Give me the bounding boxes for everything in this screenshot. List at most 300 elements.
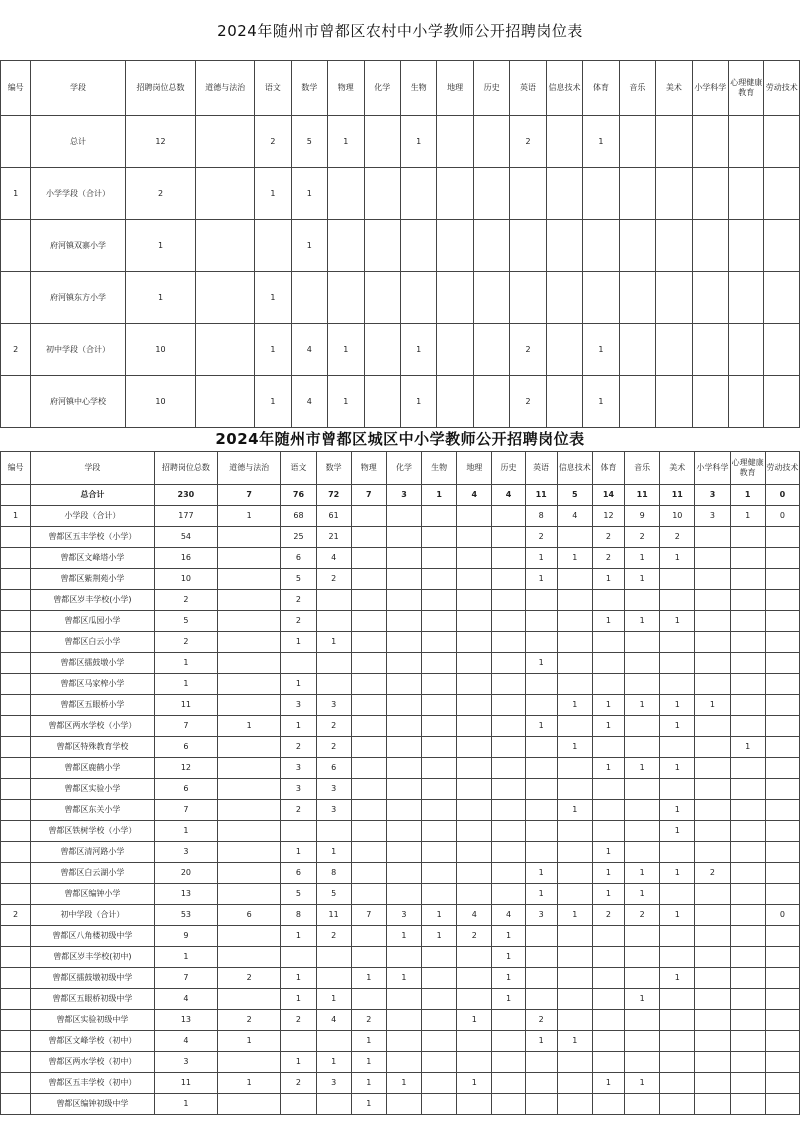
- table-cell: [765, 1010, 799, 1031]
- table-cell: [730, 632, 765, 653]
- table-cell: [351, 758, 386, 779]
- table-cell: 2: [510, 116, 546, 168]
- table-cell: 1: [281, 842, 316, 863]
- table-cell: [492, 758, 525, 779]
- table-cell: [765, 758, 799, 779]
- school-name-cell: 总计: [31, 116, 125, 168]
- table-cell: [660, 1094, 695, 1115]
- table-cell: [525, 737, 557, 758]
- table-cell: 1: [583, 116, 619, 168]
- table-cell: 3: [154, 1052, 217, 1073]
- table-cell: [557, 842, 592, 863]
- table-cell: [364, 272, 400, 324]
- table-row: [1, 1010, 800, 1031]
- table-cell: [218, 884, 281, 905]
- table-cell: [730, 758, 765, 779]
- table-cell: [218, 821, 281, 842]
- table-cell: 5: [557, 485, 592, 506]
- table-cell: [1, 116, 31, 168]
- school-name-cell: 曾都区文峰塔小学: [31, 548, 155, 569]
- table-cell: [625, 800, 660, 821]
- table-cell: [764, 376, 800, 428]
- table-cell: 2: [592, 527, 624, 548]
- table-cell: [386, 737, 421, 758]
- table-cell: 21: [316, 527, 351, 548]
- table-cell: [457, 758, 492, 779]
- table-cell: 1: [328, 324, 364, 376]
- table-cell: 1: [525, 569, 557, 590]
- table-cell: 13: [154, 884, 217, 905]
- table-cell: [316, 1094, 351, 1115]
- header-cell: 招聘岗位总数: [154, 452, 217, 485]
- table-cell: [364, 116, 400, 168]
- table-cell: [1, 611, 31, 632]
- table-cell: [351, 674, 386, 695]
- school-name-cell: 曾都区瓜园小学: [31, 611, 155, 632]
- table-cell: [422, 611, 457, 632]
- table-cell: 2: [218, 968, 281, 989]
- table-row: [1, 905, 800, 926]
- table-cell: 1: [255, 168, 291, 220]
- table-cell: 1: [583, 324, 619, 376]
- table-cell: [730, 590, 765, 611]
- table-cell: [695, 926, 730, 947]
- table-cell: 10: [660, 506, 695, 527]
- table-row: [1, 611, 800, 632]
- table-cell: [492, 737, 525, 758]
- table-cell: [525, 590, 557, 611]
- table-cell: 1: [492, 926, 525, 947]
- table-cell: [592, 947, 624, 968]
- table-cell: 1: [291, 220, 327, 272]
- table-row: [1, 116, 800, 168]
- header-cell: 道德与法治: [218, 452, 281, 485]
- table-row: [1, 632, 800, 653]
- table-cell: [525, 989, 557, 1010]
- table-cell: 2: [281, 737, 316, 758]
- table-cell: 1: [557, 737, 592, 758]
- school-name-cell: 总合计: [31, 485, 155, 506]
- table-row: [1, 800, 800, 821]
- table-row: [1, 324, 800, 376]
- header-cell: 体育: [592, 452, 624, 485]
- table-cell: [351, 611, 386, 632]
- table-cell: 13: [154, 1010, 217, 1031]
- table-cell: 4: [291, 376, 327, 428]
- table-cell: [473, 116, 509, 168]
- table-cell: [351, 926, 386, 947]
- school-name-cell: 曾都区岁丰学校(初中): [31, 947, 155, 968]
- table-cell: 9: [154, 926, 217, 947]
- table-cell: 6: [154, 779, 217, 800]
- table-cell: 1: [422, 485, 457, 506]
- table-cell: [492, 674, 525, 695]
- table-cell: 14: [592, 485, 624, 506]
- table-cell: [592, 653, 624, 674]
- table-cell: 1: [525, 716, 557, 737]
- header-cell: 劳动技术: [764, 61, 800, 116]
- school-name-cell: 曾都区文峰学校（初中）: [31, 1031, 155, 1052]
- header-row: [1, 61, 800, 116]
- table-cell: 2: [510, 376, 546, 428]
- header-cell: 学段: [31, 452, 155, 485]
- table-cell: [457, 947, 492, 968]
- table-cell: [422, 1010, 457, 1031]
- table-cell: [457, 695, 492, 716]
- header-cell: 信息技术: [546, 61, 582, 116]
- table-cell: [765, 653, 799, 674]
- table-cell: [351, 527, 386, 548]
- table-cell: 1: [218, 1073, 281, 1094]
- table-cell: [1, 485, 31, 506]
- table-cell: 1: [291, 168, 327, 220]
- table-cell: [656, 168, 692, 220]
- table-cell: [364, 168, 400, 220]
- table-cell: [457, 569, 492, 590]
- school-name-cell: 初中学段（合计）: [31, 905, 155, 926]
- table-row: [1, 968, 800, 989]
- table-cell: [557, 674, 592, 695]
- table-row: [1, 1094, 800, 1115]
- table-cell: [557, 716, 592, 737]
- header-cell: 化学: [386, 452, 421, 485]
- table-cell: [625, 1031, 660, 1052]
- header-cell: 生物: [400, 61, 436, 116]
- table-cell: 11: [154, 1073, 217, 1094]
- header-cell: 历史: [492, 452, 525, 485]
- table-cell: 72: [316, 485, 351, 506]
- school-name-cell: 曾都区八角楼初级中学: [31, 926, 155, 947]
- table-cell: [351, 863, 386, 884]
- table-cell: [351, 737, 386, 758]
- table-cell: [422, 1094, 457, 1115]
- table-cell: 20: [154, 863, 217, 884]
- table-cell: [316, 821, 351, 842]
- table-cell: 1: [525, 653, 557, 674]
- table-cell: [592, 1052, 624, 1073]
- table-cell: [695, 1094, 730, 1115]
- table-cell: 1: [557, 548, 592, 569]
- table-cell: [492, 506, 525, 527]
- table-cell: [765, 800, 799, 821]
- table-cell: [730, 695, 765, 716]
- table-cell: 16: [154, 548, 217, 569]
- table-cell: [437, 116, 473, 168]
- table-cell: 1: [660, 758, 695, 779]
- table-cell: [422, 695, 457, 716]
- school-name-cell: 府河镇双寨小学: [31, 220, 125, 272]
- table-cell: [386, 611, 421, 632]
- table-cell: [457, 548, 492, 569]
- table-cell: [765, 674, 799, 695]
- table-cell: 2: [525, 527, 557, 548]
- table-cell: [351, 653, 386, 674]
- table-cell: [492, 1031, 525, 1052]
- table-cell: [557, 884, 592, 905]
- table-row: [1, 569, 800, 590]
- table-cell: 4: [457, 905, 492, 926]
- table-cell: 11: [525, 485, 557, 506]
- table-row: [1, 376, 800, 428]
- table-cell: [473, 168, 509, 220]
- table-cell: 3: [316, 695, 351, 716]
- table-cell: [557, 821, 592, 842]
- table-cell: 1: [316, 842, 351, 863]
- table-cell: [492, 842, 525, 863]
- table-cell: 2: [1, 324, 31, 376]
- table-cell: [218, 527, 281, 548]
- table-cell: [692, 168, 728, 220]
- table-cell: [457, 527, 492, 548]
- table-cell: 11: [316, 905, 351, 926]
- table-cell: [386, 674, 421, 695]
- table-cell: [218, 863, 281, 884]
- table-cell: [525, 611, 557, 632]
- table-cell: 1: [492, 989, 525, 1010]
- header-cell: 劳动技术: [765, 452, 799, 485]
- table-cell: [525, 821, 557, 842]
- table-cell: [328, 272, 364, 324]
- table-cell: [765, 842, 799, 863]
- table-cell: [730, 716, 765, 737]
- header-cell: 生物: [422, 452, 457, 485]
- table-cell: [525, 800, 557, 821]
- table-cell: 7: [154, 800, 217, 821]
- table-cell: 11: [660, 485, 695, 506]
- table-cell: [1, 653, 31, 674]
- table-cell: [386, 1052, 421, 1073]
- table-cell: [656, 272, 692, 324]
- table-cell: 1: [351, 968, 386, 989]
- table-cell: [351, 506, 386, 527]
- table-cell: [218, 842, 281, 863]
- table-cell: [1, 989, 31, 1010]
- school-name-cell: 曾都区擂鼓墩小学: [31, 653, 155, 674]
- table-cell: 1: [400, 376, 436, 428]
- table-cell: [592, 632, 624, 653]
- table-cell: [660, 926, 695, 947]
- table-cell: [765, 926, 799, 947]
- table-row: [1, 506, 800, 527]
- table-cell: [457, 632, 492, 653]
- table-cell: [660, 632, 695, 653]
- table-cell: [625, 632, 660, 653]
- table-cell: [422, 989, 457, 1010]
- table-cell: [765, 779, 799, 800]
- table-cell: [386, 989, 421, 1010]
- table-cell: [592, 926, 624, 947]
- table-cell: 1: [625, 758, 660, 779]
- table-cell: 1: [316, 632, 351, 653]
- table-cell: [592, 989, 624, 1010]
- table-cell: 2: [281, 611, 316, 632]
- header-cell: 语文: [281, 452, 316, 485]
- table-cell: 54: [154, 527, 217, 548]
- table-cell: [457, 506, 492, 527]
- table-cell: [422, 779, 457, 800]
- table-row: [1, 884, 800, 905]
- table-cell: 6: [154, 737, 217, 758]
- table-cell: [281, 1094, 316, 1115]
- table-cell: 1: [660, 716, 695, 737]
- table-cell: [457, 884, 492, 905]
- header-cell: 学段: [31, 61, 125, 116]
- table-cell: [557, 926, 592, 947]
- table-cell: [422, 527, 457, 548]
- table-row: [1, 716, 800, 737]
- table-cell: 1: [525, 863, 557, 884]
- school-name-cell: 曾都区实验小学: [31, 779, 155, 800]
- table-cell: 11: [625, 485, 660, 506]
- table-row: [1, 272, 800, 324]
- table-cell: [386, 653, 421, 674]
- table-cell: [386, 716, 421, 737]
- table-cell: [422, 737, 457, 758]
- table-cell: [437, 168, 473, 220]
- table-cell: [492, 1010, 525, 1031]
- table-cell: [422, 569, 457, 590]
- table-cell: [281, 653, 316, 674]
- table-cell: [660, 989, 695, 1010]
- table-cell: [1, 758, 31, 779]
- table-cell: [457, 779, 492, 800]
- table-cell: [457, 1052, 492, 1073]
- table-cell: [1, 1010, 31, 1031]
- table-cell: [592, 737, 624, 758]
- table-cell: [422, 674, 457, 695]
- table-cell: [764, 324, 800, 376]
- table-cell: [457, 800, 492, 821]
- table-row: [1, 1073, 800, 1094]
- table-cell: 1: [422, 905, 457, 926]
- header-cell: 物理: [351, 452, 386, 485]
- table-row: [1, 527, 800, 548]
- table-cell: [625, 716, 660, 737]
- table-cell: 1: [154, 1094, 217, 1115]
- table-cell: [660, 842, 695, 863]
- table-row: [1, 989, 800, 1010]
- table-cell: [386, 800, 421, 821]
- table-cell: [695, 674, 730, 695]
- table-cell: [1, 548, 31, 569]
- table-cell: [351, 590, 386, 611]
- table-cell: [525, 758, 557, 779]
- school-name-cell: 府河镇东方小学: [31, 272, 125, 324]
- table-cell: [492, 611, 525, 632]
- table-cell: 1: [400, 324, 436, 376]
- school-name-cell: 曾都区东关小学: [31, 800, 155, 821]
- table-cell: 1: [557, 1031, 592, 1052]
- school-name-cell: 曾都区马家榨小学: [31, 674, 155, 695]
- table-cell: 1: [625, 548, 660, 569]
- school-name-cell: 府河镇中心学校: [31, 376, 125, 428]
- table-cell: 1: [457, 1010, 492, 1031]
- table2-title: 2024年随州市曾都区城区中小学教师公开招聘岗位表: [215, 430, 585, 448]
- table-cell: 7: [154, 716, 217, 737]
- table-cell: 1: [351, 1073, 386, 1094]
- table-cell: [510, 272, 546, 324]
- table-cell: [619, 116, 655, 168]
- header-cell: 历史: [473, 61, 509, 116]
- table-cell: 3: [525, 905, 557, 926]
- table-cell: 2: [625, 527, 660, 548]
- school-name-cell: 曾都区擂鼓墩初级中学: [31, 968, 155, 989]
- table-cell: [400, 220, 436, 272]
- table-cell: [765, 947, 799, 968]
- table-cell: 1: [281, 716, 316, 737]
- table-cell: [730, 821, 765, 842]
- table-cell: [196, 376, 255, 428]
- table-cell: [492, 590, 525, 611]
- table-cell: [386, 1031, 421, 1052]
- table-cell: 1: [730, 485, 765, 506]
- table-cell: [218, 590, 281, 611]
- table-cell: [546, 376, 582, 428]
- table-cell: [1, 272, 31, 324]
- table-cell: 1: [660, 800, 695, 821]
- table-cell: [422, 1031, 457, 1052]
- table-cell: 1: [525, 1031, 557, 1052]
- header-cell: 小学科学: [692, 61, 728, 116]
- table-cell: [546, 168, 582, 220]
- table-row: [1, 842, 800, 863]
- table-cell: [765, 695, 799, 716]
- table-cell: 1: [281, 674, 316, 695]
- table-cell: [316, 590, 351, 611]
- school-name-cell: 曾都区紫荆苑小学: [31, 569, 155, 590]
- table-cell: 1: [255, 376, 291, 428]
- table-cell: [557, 1094, 592, 1115]
- table-cell: 2: [154, 632, 217, 653]
- table-cell: 1: [592, 611, 624, 632]
- table-cell: [218, 779, 281, 800]
- table-cell: [592, 674, 624, 695]
- table-cell: [218, 695, 281, 716]
- table-row: [1, 779, 800, 800]
- table-cell: [557, 779, 592, 800]
- table-cell: [625, 842, 660, 863]
- table-cell: 1: [625, 695, 660, 716]
- table-cell: [695, 1052, 730, 1073]
- table-cell: [492, 1094, 525, 1115]
- table-cell: [656, 324, 692, 376]
- table-cell: 2: [316, 926, 351, 947]
- table-cell: 1: [255, 272, 291, 324]
- table-cell: [457, 716, 492, 737]
- table-cell: [492, 548, 525, 569]
- table-cell: [625, 653, 660, 674]
- table-cell: [386, 632, 421, 653]
- table-row: [1, 548, 800, 569]
- table-cell: 1: [1, 506, 31, 527]
- header-cell: 地理: [437, 61, 473, 116]
- table-cell: 2: [1, 905, 31, 926]
- table-cell: [764, 116, 800, 168]
- table-cell: 1: [660, 611, 695, 632]
- table-cell: [765, 1094, 799, 1115]
- header-cell: 体育: [583, 61, 619, 116]
- table-cell: [316, 674, 351, 695]
- table-cell: [328, 220, 364, 272]
- table-cell: [557, 611, 592, 632]
- header-cell: 道德与法治: [196, 61, 255, 116]
- table-cell: [625, 737, 660, 758]
- table-cell: [625, 590, 660, 611]
- table-cell: 3: [386, 905, 421, 926]
- table-cell: [316, 968, 351, 989]
- table-cell: [695, 800, 730, 821]
- table-cell: [218, 926, 281, 947]
